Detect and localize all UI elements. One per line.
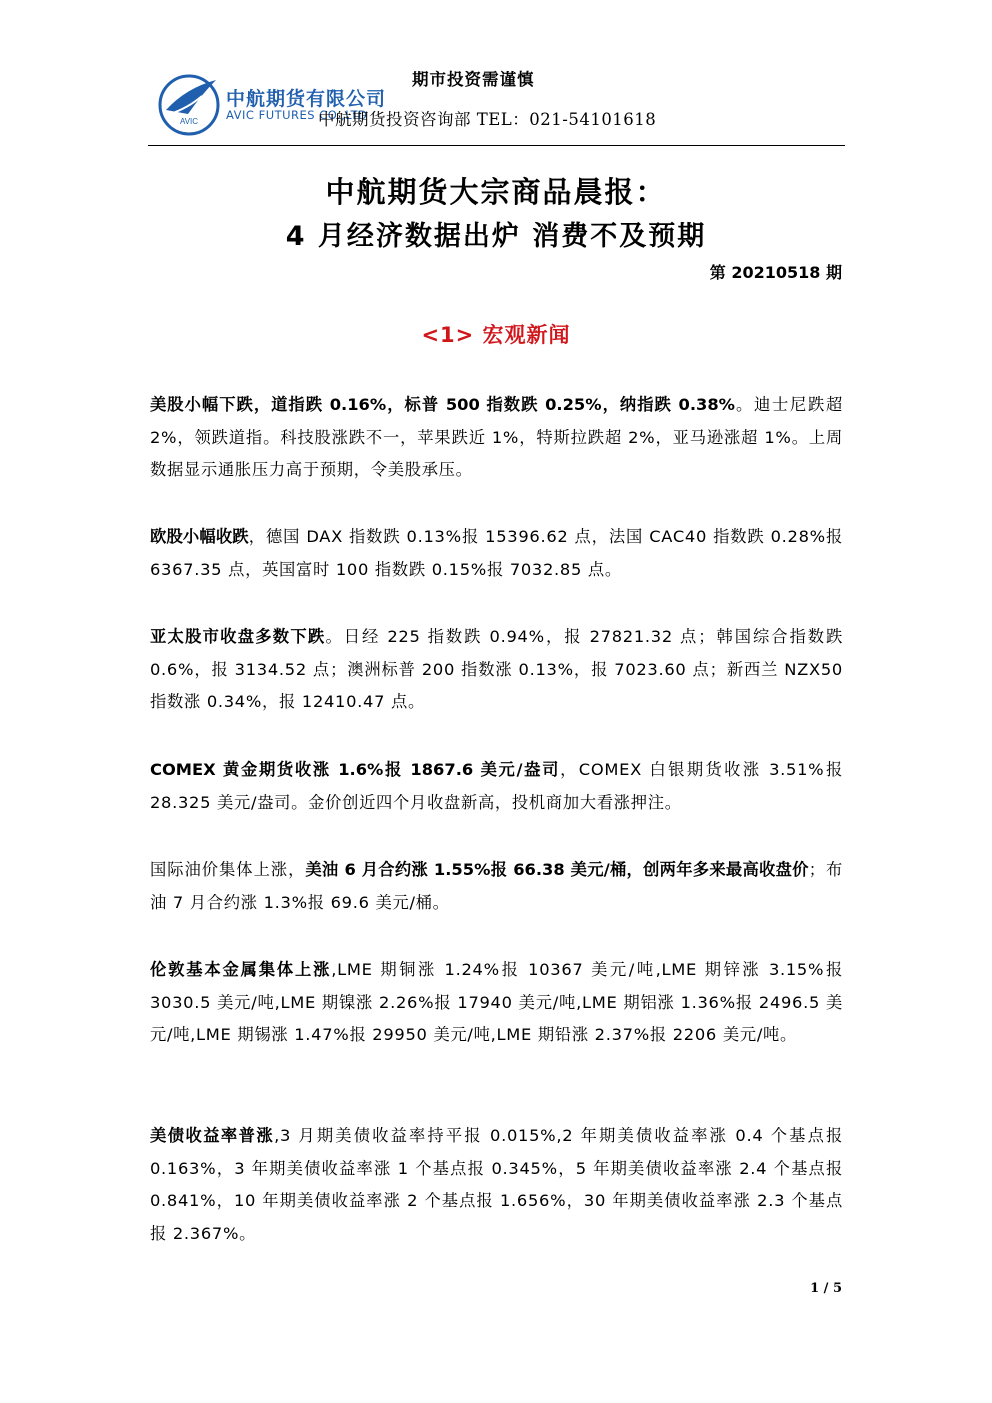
paragraph-lead: 美债收益率普涨 bbox=[150, 1126, 275, 1145]
paragraph-lead: 美油 6 月合约涨 1.55%报 66.38 美元/桶，创两年多来最高收盘价 bbox=[305, 860, 809, 879]
company-name-en: AVIC FUTURES CO.,LTD bbox=[226, 108, 368, 122]
paragraph-text: ,LME 期铜涨 1.24%报 10367 美元/吨,LME 期锌涨 3.15%报 3030.5 美元/吨,LME 期镍涨 2.26%报 17940 美元/吨,LME 期铝涨 1.36%报 2496.5 美元/吨,LME 期锡涨 1.47%报 29950 美元/吨,LME 期铅涨 2.37%报 2206 美元/吨。 bbox=[150, 960, 843, 1044]
paragraph-gold bbox=[150, 754, 843, 819]
paragraph-treasuries bbox=[150, 1120, 843, 1250]
paragraph-metals bbox=[150, 954, 843, 1052]
header-divider bbox=[148, 145, 845, 146]
paragraph-lead: 伦敦基本金属集体上涨 bbox=[150, 960, 332, 979]
report-subtitle: 4 月经济数据出炉 消费不及预期 bbox=[285, 221, 707, 252]
paragraph-lead: 亚太股市收盘多数下跌 bbox=[150, 627, 326, 646]
paragraph-text: ，德国 DAX 指数跌 0.13%报 15396.62 点，法国 CAC40 指数跌 0.28%报 6367.35 点，英国富时 100 指数跌 0.15%报 7032.85 点。 bbox=[150, 527, 843, 579]
issue-number: 第 20210518 期 bbox=[709, 263, 842, 282]
risk-warning: 期市投资需谨慎 bbox=[412, 70, 535, 89]
report-title: 中航期货大宗商品晨报： bbox=[325, 175, 667, 209]
paragraph-oil bbox=[150, 854, 843, 919]
paragraph-asia-stocks bbox=[150, 621, 843, 719]
paragraph-text: 。迪士尼跌超 2%，领跌道指。科技股涨跌不一，苹果跌近 1%，特斯拉跌超 2%，亚马逊涨超 1%。上周数据显示通胀压力高于预期，令美股承压。 bbox=[150, 395, 844, 479]
paragraph-text: ；布油 7 月合约涨 1.3%报 69.6 美元/桶。 bbox=[150, 860, 843, 912]
avic-logo-icon bbox=[158, 74, 220, 136]
page-number: 1 / 5 bbox=[810, 1281, 842, 1296]
paragraph-lead: 美股小幅下跌，道指跌 0.16%，标普 500 指数跌 0.25%，纳指跌 0.38% bbox=[150, 395, 735, 414]
company-name-cn: 中航期货有限公司 bbox=[226, 88, 387, 110]
paragraph-text: ,3 月期美债收益率持平报 0.015%,2 年期美债收益率涨 0.4 个基点报 0.163%，3 年期美债收益率涨 1 个基点报 0.345%，5 年期美债收益率涨 2.4 个基点报 0.841%，10 年期美债收益率涨 2 个基点报 1.656%，30 年期美债收益率涨 2.3 个基点报 2.367%。 bbox=[150, 1126, 843, 1243]
paragraph-lead: COMEX 黄金期货收涨 1.6%报 1867.6 美元/盎司 bbox=[150, 760, 561, 779]
paragraph-eu-stocks bbox=[150, 521, 843, 586]
paragraph-text: 。日经 225 指数跌 0.94%，报 27821.32 点；韩国综合指数跌 0.6%，报 3134.52 点；澳洲标普 200 指数涨 0.13%，报 7023.60 点；新西兰 NZX50 指数涨 0.34%，报 12410.47 点。 bbox=[150, 627, 843, 711]
paragraph-lead: 欧股小幅收跌 bbox=[150, 527, 249, 546]
logo-text: AVIC bbox=[179, 117, 199, 126]
paragraph-prefix: 国际油价集体上涨， bbox=[150, 860, 306, 879]
section-heading: <1> 宏观新闻 bbox=[421, 323, 571, 347]
paragraph-text: ，COMEX 白银期货收涨 3.51%报 28.325 美元/盎司。金价创近四个月收盘新高，投机商加大看涨押注。 bbox=[150, 760, 843, 812]
department-contact: 中航期货投资咨询部 TEL：021-54101618 bbox=[318, 110, 657, 129]
paragraph-us-stocks bbox=[150, 389, 843, 487]
